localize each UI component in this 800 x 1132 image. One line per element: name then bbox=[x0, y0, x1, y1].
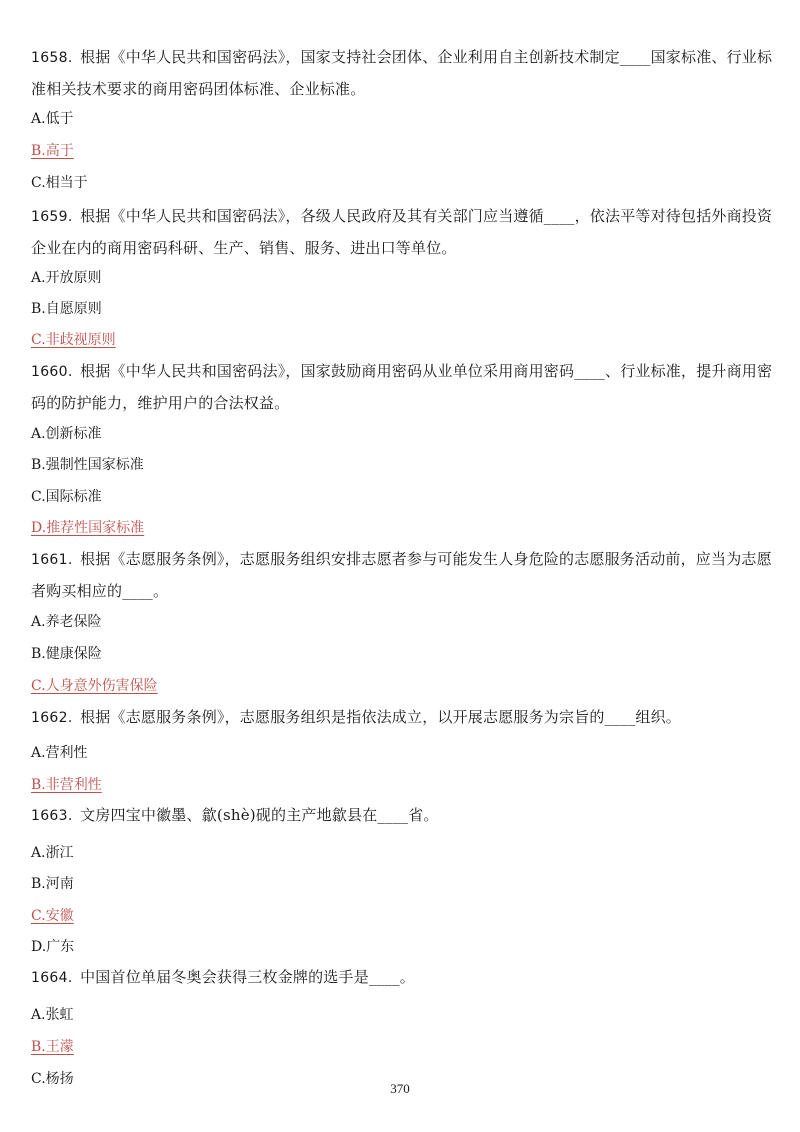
question-1659 bbox=[31, 201, 773, 264]
option-correct bbox=[31, 518, 144, 538]
option-label: B. bbox=[31, 1039, 46, 1055]
option-text: 张虹 bbox=[45, 1007, 74, 1023]
option-text: 高于 bbox=[45, 143, 74, 159]
option-text: 健康保险 bbox=[45, 646, 102, 662]
option-correct bbox=[31, 775, 102, 795]
option-label: C. bbox=[31, 1071, 46, 1087]
question-number: 1664. bbox=[31, 970, 73, 986]
option bbox=[31, 743, 88, 763]
option bbox=[31, 424, 102, 444]
option-correct bbox=[31, 906, 74, 926]
option-label: A. bbox=[31, 426, 46, 442]
option bbox=[31, 487, 102, 507]
option-label: C. bbox=[31, 489, 46, 505]
option-text: 相当于 bbox=[45, 175, 88, 191]
question-number: 1662. bbox=[31, 710, 73, 726]
question-text: 文房四宝中徽墨、歙(shè)砚的主产地歙县在____省。 bbox=[80, 806, 439, 824]
option-label: B. bbox=[31, 143, 46, 159]
page-number: 370 bbox=[390, 1081, 410, 1096]
question-number: 1663. bbox=[31, 808, 73, 824]
question-text: 根据《中华人民共和国密码法》，各级人民政府及其有关部门应当遵循____，依法平等对待包括外商投资企业在内的商用密码科研、生产、销售、服务、进出口等单位。 bbox=[31, 207, 773, 257]
option-text: 非歧视原则 bbox=[45, 332, 116, 348]
option-correct bbox=[31, 141, 74, 161]
option-correct bbox=[31, 1037, 74, 1057]
option-label: A. bbox=[31, 1007, 46, 1023]
option-text: 王濛 bbox=[45, 1039, 74, 1055]
option-label: A. bbox=[31, 614, 46, 630]
option-label: B. bbox=[31, 777, 46, 793]
question-1663 bbox=[31, 800, 773, 832]
option bbox=[31, 874, 74, 894]
option bbox=[31, 299, 102, 319]
option bbox=[31, 109, 74, 129]
option-label: B. bbox=[31, 876, 46, 892]
option bbox=[31, 1069, 74, 1089]
option bbox=[31, 937, 74, 957]
question-number: 1661. bbox=[31, 552, 73, 568]
option-label: C. bbox=[31, 678, 46, 694]
option-text: 杨扬 bbox=[45, 1071, 74, 1087]
option-text: 国际标准 bbox=[45, 489, 102, 505]
option bbox=[31, 612, 102, 632]
option-text: 非营利性 bbox=[45, 777, 102, 793]
option bbox=[31, 173, 88, 193]
option-text: 营利性 bbox=[45, 745, 88, 761]
question-1664 bbox=[31, 962, 773, 994]
option-label: A. bbox=[31, 845, 46, 861]
option-text: 浙江 bbox=[45, 845, 74, 861]
option-label: B. bbox=[31, 301, 46, 317]
option-text: 养老保险 bbox=[45, 614, 102, 630]
question-1660 bbox=[31, 356, 773, 419]
question-text: 根据《志愿服务条例》，志愿服务组织安排志愿者参与可能发生人身危险的志愿服务活动前，应当为志愿者购买相应的____。 bbox=[31, 550, 772, 600]
option-text: 创新标准 bbox=[45, 426, 102, 442]
question-1661 bbox=[31, 544, 773, 607]
option bbox=[31, 1005, 74, 1025]
question-text: 根据《中华人民共和国密码法》，国家支持社会团体、企业利用自主创新技术制定____国家标准、行业标准相关技术要求的商用密码团体标准、企业标准。 bbox=[31, 48, 773, 98]
option-label: B. bbox=[31, 457, 46, 473]
option-text: 强制性国家标准 bbox=[45, 457, 144, 473]
option-label: C. bbox=[31, 908, 46, 924]
option-correct bbox=[31, 676, 158, 696]
question-text: 根据《志愿服务条例》，志愿服务组织是指依法成立，以开展志愿服务为宗旨的____组织。 bbox=[80, 708, 681, 726]
option-label: A. bbox=[31, 270, 46, 286]
option-label: C. bbox=[31, 175, 46, 191]
option-label: A. bbox=[31, 745, 46, 761]
option bbox=[31, 644, 102, 664]
question-1658 bbox=[31, 42, 773, 105]
question-number: 1658. bbox=[31, 50, 73, 66]
option-text: 推荐性国家标准 bbox=[46, 520, 145, 536]
option-text: 自愿原则 bbox=[45, 301, 102, 317]
option bbox=[31, 843, 74, 863]
question-text: 根据《中华人民共和国密码法》，国家鼓励商用密码从业单位采用商用密码____、行业标准，提升商用密码的防护能力，维护用户的合法权益。 bbox=[31, 362, 773, 412]
question-1662 bbox=[31, 702, 773, 734]
question-number: 1660. bbox=[31, 364, 73, 380]
option bbox=[31, 455, 144, 475]
option-correct bbox=[31, 330, 116, 350]
option-text: 河南 bbox=[45, 876, 74, 892]
question-number: 1659. bbox=[31, 209, 73, 225]
option-text: 广东 bbox=[46, 939, 75, 955]
question-text: 中国首位单届冬奥会获得三枚金牌的选手是____。 bbox=[80, 968, 415, 986]
option-text: 人身意外伤害保险 bbox=[45, 678, 158, 694]
option-text: 低于 bbox=[45, 111, 74, 127]
option-label: C. bbox=[31, 332, 46, 348]
option-label: B. bbox=[31, 646, 46, 662]
option-label: A. bbox=[31, 111, 46, 127]
option-text: 开放原则 bbox=[45, 270, 102, 286]
option bbox=[31, 268, 102, 288]
option-label: D. bbox=[31, 520, 47, 536]
option-text: 安徽 bbox=[45, 908, 74, 924]
option-label: D. bbox=[31, 939, 47, 955]
